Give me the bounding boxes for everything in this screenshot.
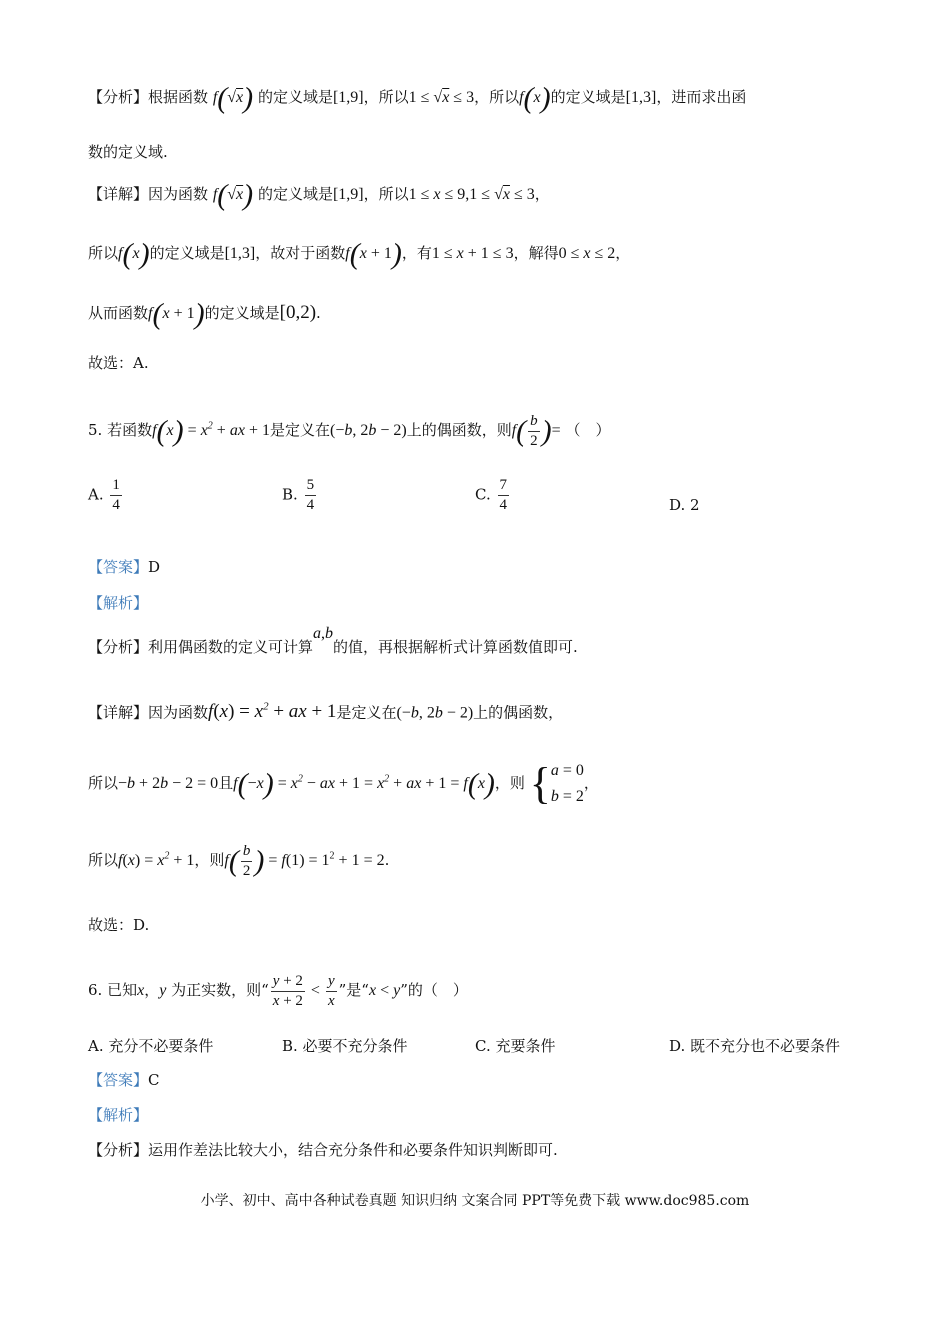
text: （ ） bbox=[565, 421, 611, 440]
fraction bbox=[305, 476, 317, 515]
q6-jiexi: 【解析】 bbox=[88, 1106, 149, 1124]
text: 的定义域是 bbox=[149, 244, 225, 262]
math-system: { a = 0 b = 2 bbox=[529, 759, 584, 808]
analysis-tag: 【分析】 bbox=[88, 88, 149, 106]
math-interval: [1,3] bbox=[224, 245, 256, 262]
choice-label: A. bbox=[88, 485, 104, 504]
text: ，故对于函数 bbox=[255, 244, 346, 262]
math-f-b2: f( $\frac{b}{2}$ )= bbox=[511, 413, 561, 449]
text: 利用偶函数的定义可计算 bbox=[148, 638, 314, 656]
detail-tag: 【详解】 bbox=[88, 185, 149, 203]
numerator: 5 bbox=[305, 476, 317, 496]
q5-stem bbox=[88, 412, 611, 451]
text: ，解得 bbox=[513, 244, 559, 262]
text: ，有 bbox=[401, 244, 432, 262]
denominator: 4 bbox=[499, 497, 507, 513]
text: 所以 bbox=[88, 244, 119, 262]
math-ab: a,b bbox=[313, 625, 334, 642]
math-fx1: f(x + 1) bbox=[148, 297, 205, 331]
math-ineq: 0 ≤ x ≤ 2 bbox=[558, 245, 616, 262]
q4-detail-line1 bbox=[88, 178, 550, 212]
text: ， bbox=[583, 774, 599, 792]
math-y: y bbox=[159, 982, 167, 1000]
text: ，所以 bbox=[363, 88, 409, 106]
math-interval: [1,9] bbox=[332, 89, 364, 106]
q5-detail-line1 bbox=[88, 696, 563, 724]
text: ，进而求出函 bbox=[656, 88, 747, 106]
math-ineq: 1 ≤ x + 1 ≤ 3 bbox=[431, 245, 514, 262]
math-even: $f(-x) = x^2$ − ax + $1 = x^2$ + ax + 1 = f(x) bbox=[233, 767, 495, 801]
text: 的值，再根据解析式计算函数值即可. bbox=[333, 638, 578, 656]
q5-jiexi: 【解析】 bbox=[88, 594, 149, 612]
math-interval: [1,3] bbox=[625, 89, 657, 106]
math-ineq: 1 ≤ x ≤ 9,1 ≤ √x ≤ 3 bbox=[408, 186, 535, 203]
math-fx-def: $f(x) = x^2$ + ax + 1 bbox=[208, 701, 337, 723]
math-eq: −b + 2b − 2 = 0 bbox=[118, 775, 219, 792]
text: ，所以 bbox=[474, 88, 520, 106]
analysis-tag: 【分析】 bbox=[88, 1141, 149, 1159]
q4-choose: 故选：A. bbox=[88, 354, 149, 372]
text: 的定义域是 bbox=[550, 88, 626, 106]
text: 因为函数 bbox=[148, 703, 209, 722]
answer-value: D bbox=[148, 558, 161, 576]
math-interval: [0,2) bbox=[279, 302, 317, 323]
text: 因为函数 bbox=[148, 185, 209, 203]
choice-a[interactable]: A. 充分不必要条件 bbox=[88, 1037, 214, 1055]
q4-analysis-line2 bbox=[88, 141, 168, 163]
denominator: 4 bbox=[306, 497, 315, 513]
text: 所以 bbox=[88, 774, 119, 792]
math-interval: (−b, 2b − 2) bbox=[329, 422, 407, 440]
text: 上的偶函数， bbox=[473, 703, 564, 722]
q5-answer bbox=[88, 556, 160, 578]
choice-d[interactable]: D. 2 bbox=[669, 496, 700, 514]
denominator: 4 bbox=[112, 497, 120, 513]
text: 是定义在 bbox=[269, 421, 330, 440]
math-fx: f(x) bbox=[118, 237, 150, 271]
numerator: 1 bbox=[110, 476, 122, 496]
text: 的定义域是 bbox=[257, 88, 333, 106]
math-ineq-frac: $\frac{y + 2}{x + 2}$ < $\frac{y}{x}$ bbox=[272, 973, 335, 1009]
text: 从而函数 bbox=[88, 304, 149, 322]
text: 6. 已知 bbox=[88, 981, 138, 1000]
fraction bbox=[498, 476, 510, 515]
text: 运用作差法比较大小，结合充分条件和必要条件知识判断即可. bbox=[148, 1141, 558, 1159]
text: 所以 bbox=[88, 851, 119, 870]
text: 的定义域是 bbox=[257, 185, 333, 203]
choice-label: B. bbox=[282, 485, 298, 504]
text: . bbox=[384, 851, 390, 870]
detail-tag: 【详解】 bbox=[88, 703, 149, 722]
math-f-b2-value: f( $\frac{b}{2}$ ) = $f(1) = 1^2 + 1 = 2$ bbox=[224, 843, 385, 879]
math-x-lt-y: x < y bbox=[368, 982, 401, 1000]
choice-b[interactable] bbox=[282, 476, 318, 515]
page-footer: 小学、初中、高中各种试卷真题 知识归纳 文案合同 PPT等免费下载 www.doc985.com bbox=[200, 1193, 750, 1209]
text: 的定义域是 bbox=[204, 304, 280, 322]
q5-choose: 故选：D. bbox=[88, 916, 150, 934]
q6-stem bbox=[88, 972, 468, 1011]
answer-tag: 【答案】 bbox=[88, 1071, 149, 1089]
choice-b[interactable]: B. 必要不充分条件 bbox=[282, 1037, 408, 1055]
text: 根据函数 bbox=[148, 88, 209, 106]
text: 为正实数，则“ bbox=[171, 981, 269, 1000]
answer-value: C bbox=[148, 1071, 160, 1089]
text: 数的定义域. bbox=[88, 143, 168, 161]
answer-tag: 【答案】 bbox=[88, 558, 149, 576]
text: 5. 若函数 bbox=[88, 421, 153, 440]
q4-detail-line3 bbox=[88, 297, 321, 331]
choice-a[interactable] bbox=[88, 476, 124, 515]
math-interval: (−b, 2b − 2) bbox=[396, 704, 474, 722]
text: 上的偶函数，则 bbox=[406, 421, 512, 440]
q5-detail-line3 bbox=[88, 842, 389, 881]
choice-d[interactable]: D. 既不充分也不必要条件 bbox=[669, 1037, 841, 1055]
analysis-tag: 【分析】 bbox=[88, 638, 149, 656]
math-ineq: 1 ≤ √x ≤ 3 bbox=[408, 89, 475, 106]
text: ，则 bbox=[494, 774, 525, 792]
q6-analysis bbox=[88, 1139, 558, 1161]
math-fx1: f(x + 1) bbox=[345, 237, 402, 271]
q4-detail-line2 bbox=[88, 237, 631, 271]
text: 且 bbox=[218, 774, 234, 792]
choice-c[interactable]: C. 充要条件 bbox=[475, 1037, 556, 1055]
math-fx: f(x) bbox=[519, 81, 551, 115]
text: ，所以 bbox=[363, 185, 409, 203]
text: ”的（ ） bbox=[400, 981, 468, 1000]
q6-answer bbox=[88, 1069, 160, 1091]
text: ，则 bbox=[194, 851, 225, 870]
q5-analysis bbox=[88, 625, 578, 659]
math-fx-result: $f(x) = x^2 + 1$ bbox=[118, 850, 195, 870]
text: ”是“ bbox=[338, 981, 369, 1000]
math-fx-def: $f(x) = x^2$ + ax + 1 bbox=[152, 414, 270, 448]
text: ， bbox=[534, 185, 550, 203]
q4-analysis-line1 bbox=[88, 81, 747, 115]
math-x: x bbox=[137, 982, 145, 1000]
text: ， bbox=[144, 981, 160, 1000]
text: ， bbox=[615, 244, 631, 262]
numerator: 7 bbox=[498, 476, 510, 496]
math-interval: [1,9] bbox=[332, 186, 364, 203]
math-f-sqrtx: f(√x) bbox=[212, 81, 254, 115]
text: . bbox=[316, 304, 321, 322]
text: 是定义在 bbox=[336, 703, 397, 722]
choice-c[interactable] bbox=[475, 476, 511, 515]
q5-detail-line2 bbox=[88, 758, 599, 810]
choice-label: C. bbox=[475, 485, 491, 504]
fraction bbox=[110, 476, 122, 515]
math-f-sqrtx: f(√x) bbox=[212, 178, 254, 212]
